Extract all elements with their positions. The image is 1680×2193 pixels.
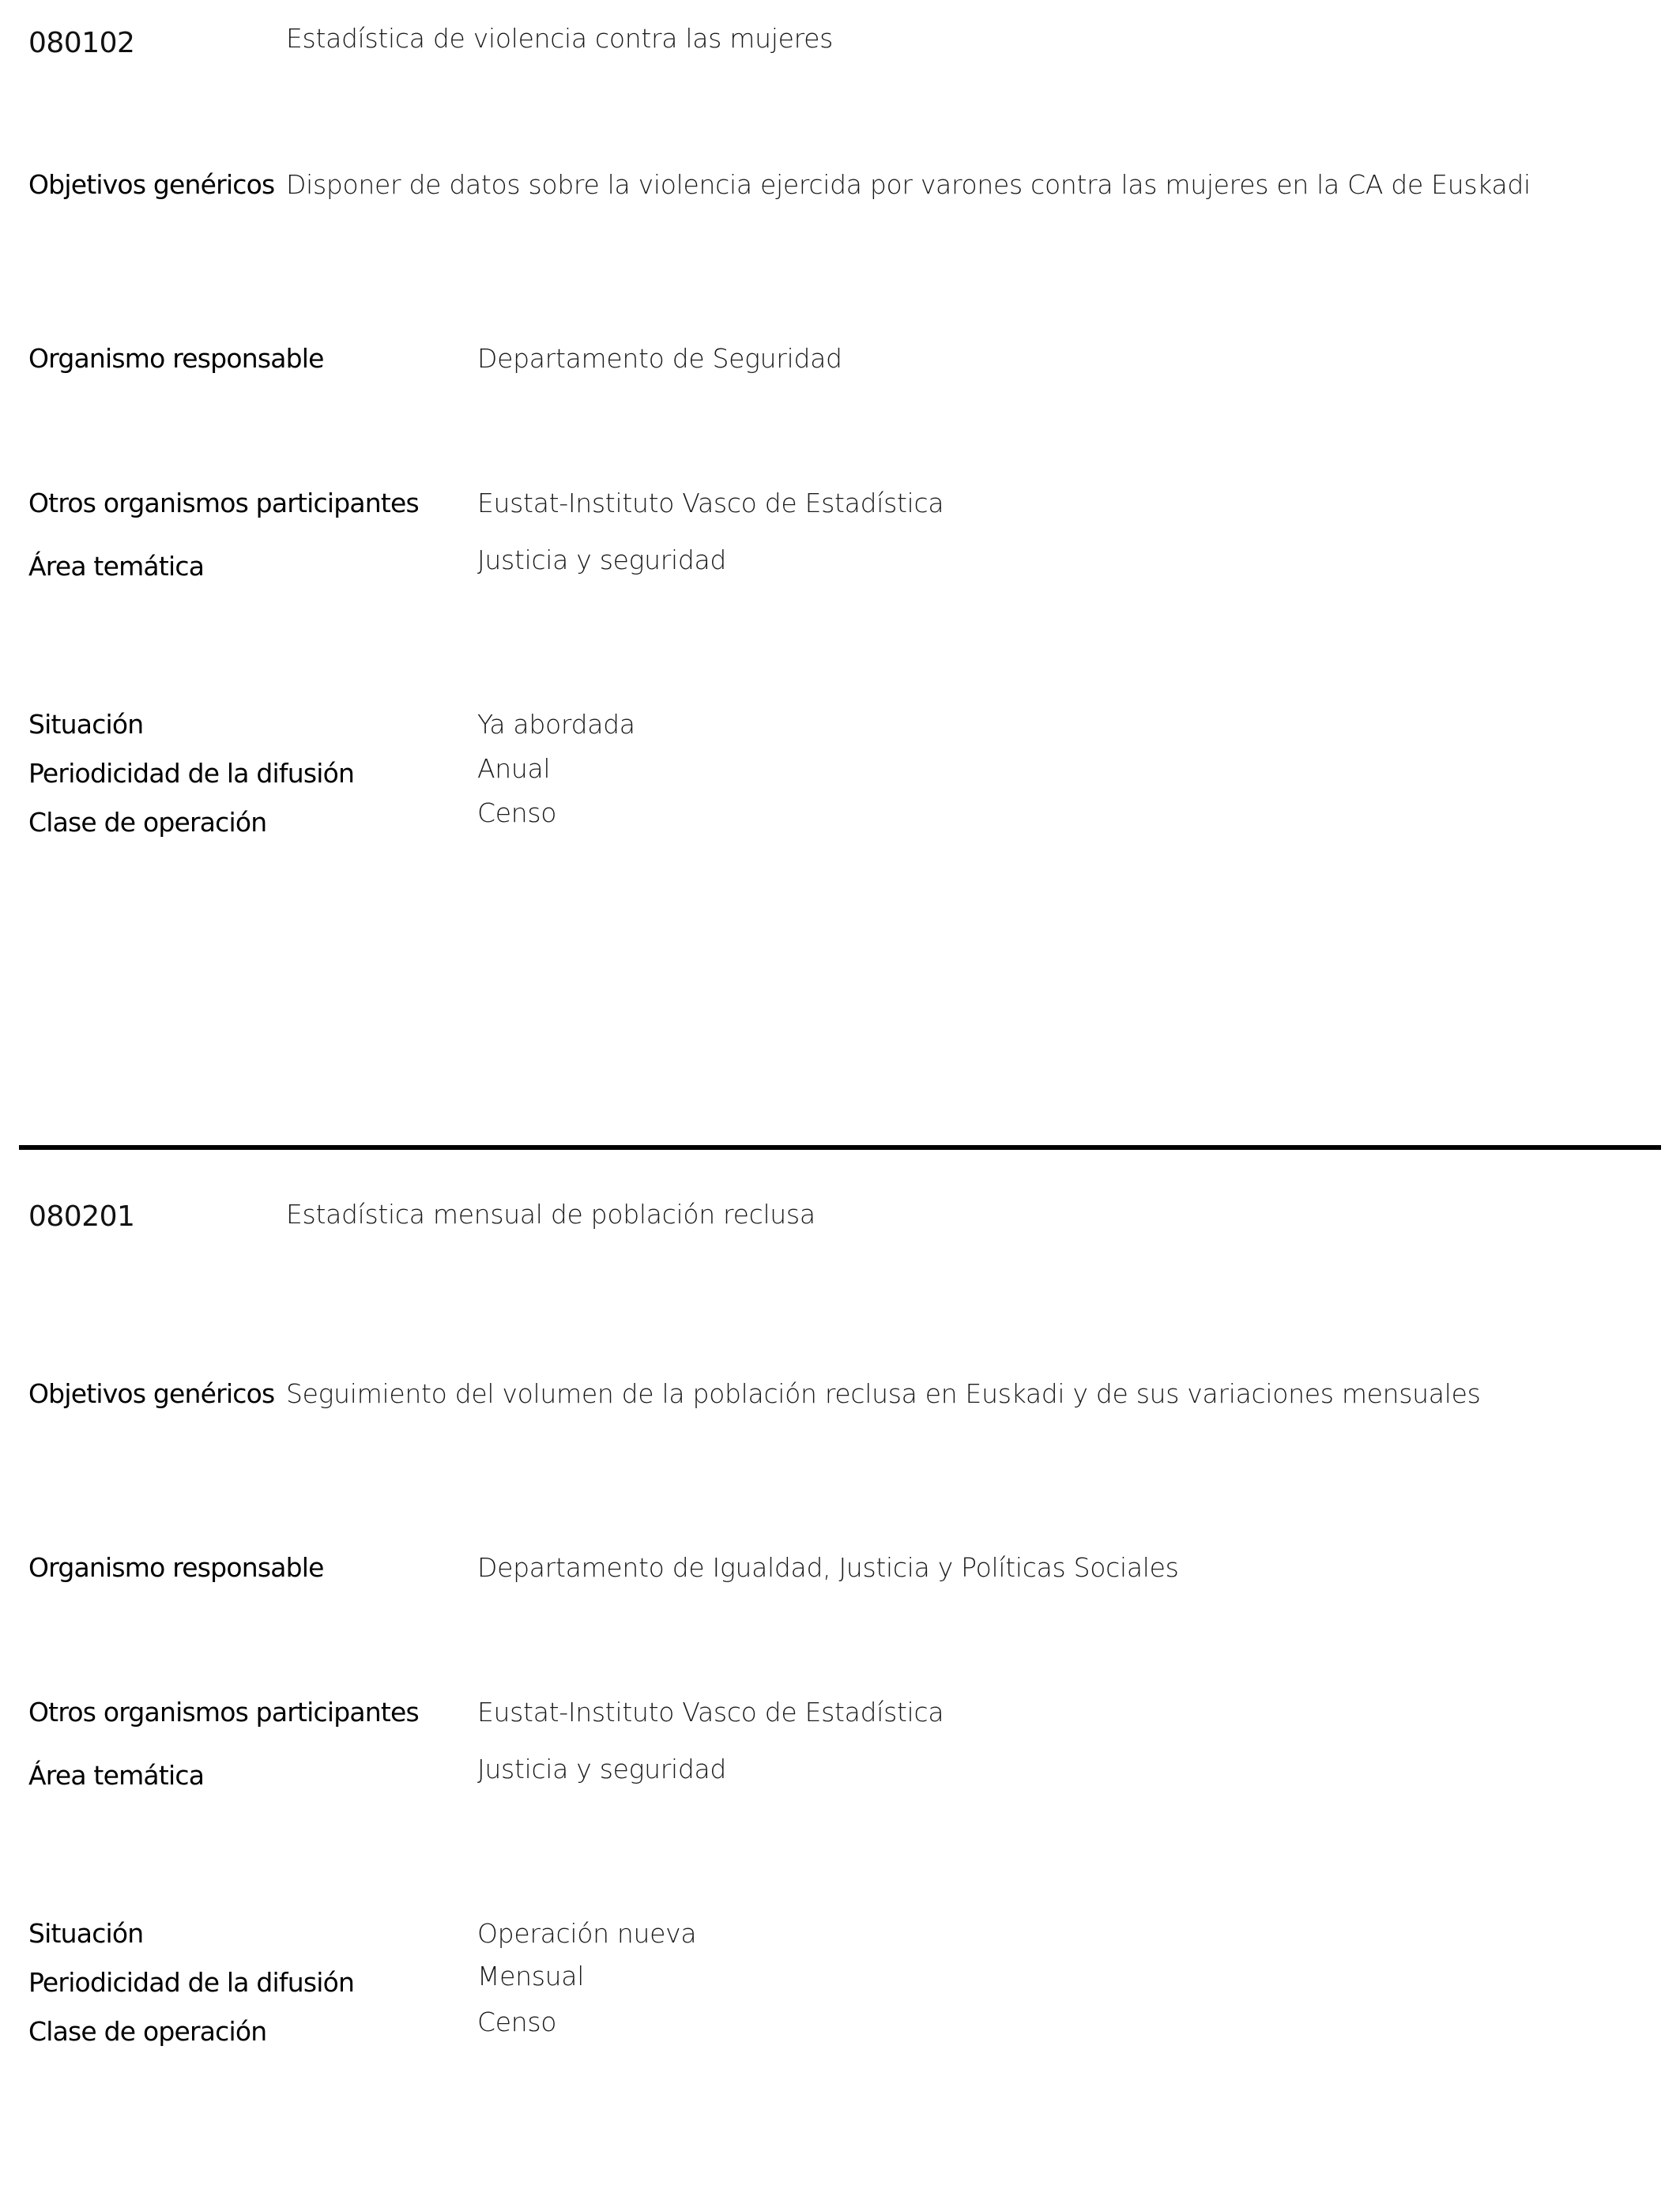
situacion-value: Operación nueva xyxy=(477,1918,697,1949)
periodicidad-value: Mensual xyxy=(477,1961,585,1991)
section-divider xyxy=(19,1145,1661,1150)
situacion-label: Situación xyxy=(28,1918,144,1949)
clase-label: Clase de operación xyxy=(28,807,267,838)
area-label: Área temática xyxy=(28,1760,205,1791)
otros-label: Otros organismos participantes xyxy=(28,488,419,518)
situacion-value: Ya abordada xyxy=(477,709,635,740)
objetivos-value: Seguimiento del volumen de la población reclusa en Euskadi y de sus variaciones mensuales xyxy=(286,1378,1481,1409)
otros-value: Eustat-Instituto Vasco de Estadística xyxy=(477,1697,944,1728)
organismo-label: Organismo responsable xyxy=(28,343,324,374)
clase-label: Clase de operación xyxy=(28,2016,267,2047)
periodicidad-label: Periodicidad de la difusión xyxy=(28,758,355,789)
operation-code: 080201 xyxy=(28,1200,135,1233)
operation-title: Estadística de violencia contra las mujeres xyxy=(286,23,834,54)
clase-value: Censo xyxy=(477,2006,557,2037)
operation-title: Estadística mensual de población reclusa xyxy=(286,1199,816,1230)
area-value: Justicia y seguridad xyxy=(477,1754,727,1784)
organismo-value: Departamento de Seguridad xyxy=(477,343,842,374)
objetivos-value: Disponer de datos sobre la violencia ejercida por varones contra las mujeres en la CA de Euskadi xyxy=(286,169,1531,200)
periodicidad-value: Anual xyxy=(477,753,551,784)
situacion-label: Situación xyxy=(28,709,144,740)
objetivos-label: Objetivos genéricos xyxy=(28,169,275,200)
periodicidad-label: Periodicidad de la difusión xyxy=(28,1967,355,1998)
area-value: Justicia y seguridad xyxy=(477,544,727,575)
organismo-value: Departamento de Igualdad, Justicia y Políticas Sociales xyxy=(477,1552,1179,1583)
clase-value: Censo xyxy=(477,797,557,828)
area-label: Área temática xyxy=(28,551,205,582)
operation-code: 080102 xyxy=(28,27,135,59)
organismo-label: Organismo responsable xyxy=(28,1552,324,1583)
otros-label: Otros organismos participantes xyxy=(28,1697,419,1728)
objetivos-label: Objetivos genéricos xyxy=(28,1378,275,1409)
otros-value: Eustat-Instituto Vasco de Estadística xyxy=(477,488,944,518)
